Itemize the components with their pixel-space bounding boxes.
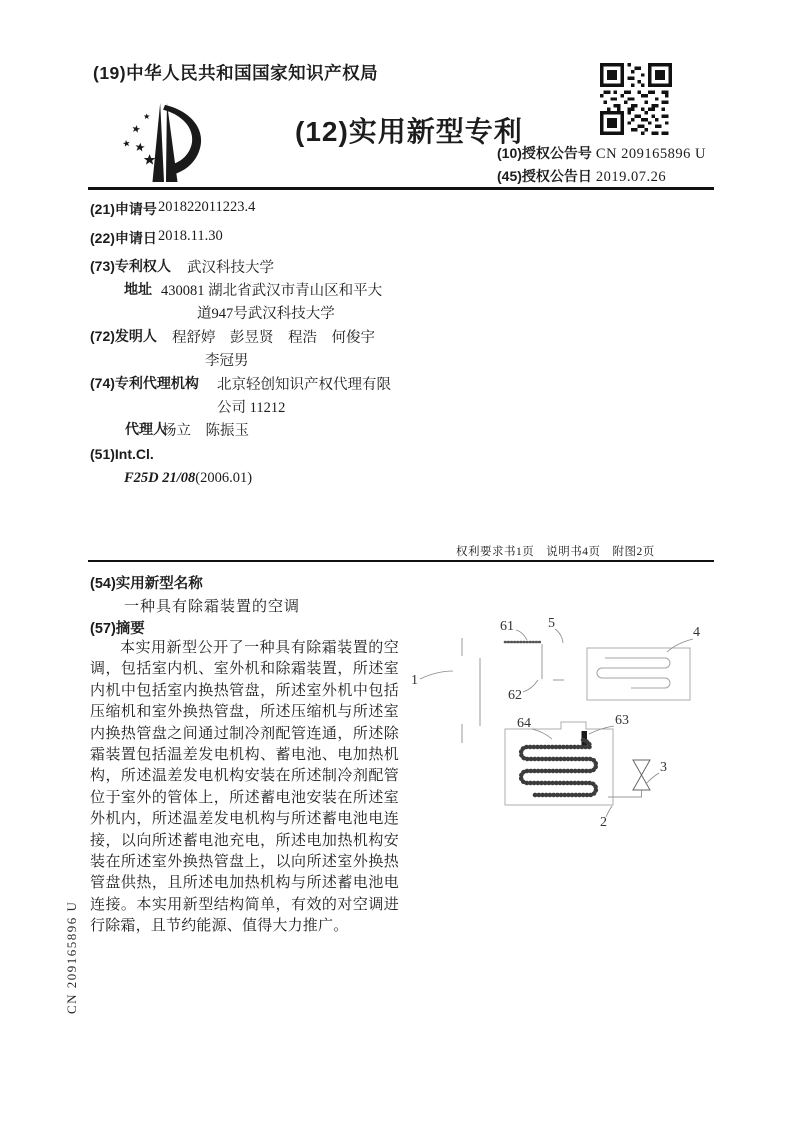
publication-date-value: 2019.07.26 — [595, 169, 667, 185]
cnipa-logo — [112, 96, 218, 190]
patent-office-name: (19)中华人民共和国国家知识产权局 — [93, 63, 379, 83]
agent-row — [125, 419, 249, 439]
agency-line1: 北京轻创知识产权代理有限 — [217, 377, 391, 393]
figure-label-3: 3 — [660, 760, 667, 775]
address-label: 地址 — [124, 281, 152, 297]
section-divider-rule — [88, 560, 714, 562]
figure-label-5: 5 — [548, 616, 555, 631]
patent-figure — [405, 600, 715, 845]
inventors-label: (72)发明人 — [90, 328, 157, 344]
publication-date-row — [497, 166, 666, 186]
figure-label-63: 63 — [615, 713, 629, 728]
figure-label-4: 4 — [693, 625, 700, 640]
abstract-label: (57)摘要 — [90, 621, 145, 637]
inventors-row — [90, 326, 375, 346]
application-number-label: (21)申请号 — [90, 201, 157, 217]
application-date-value: 2018.11.30 — [158, 228, 223, 244]
intcl-year: (2006.01) — [195, 470, 253, 486]
qr-code — [600, 63, 672, 135]
leader-2 — [606, 806, 612, 817]
address-row — [124, 279, 383, 299]
publication-number-row — [497, 143, 706, 163]
agency-label: (74)专利代理机构 — [90, 375, 199, 391]
patentee-value: 武汉科技大学 — [187, 260, 274, 276]
agent-names: 杨立 陈振玉 — [162, 423, 249, 439]
application-date-row — [90, 228, 223, 248]
leader-62 — [523, 680, 538, 692]
agency-line2: 公司 11212 — [217, 400, 286, 416]
figure-label-61: 61 — [500, 619, 514, 634]
outdoor-heater-coil — [521, 740, 596, 795]
document-type-title: (12)实用新型专利 — [295, 116, 523, 147]
inventors-line1: 程舒婷 彭昱贤 程浩 何俊宇 — [172, 330, 375, 346]
leader-61 — [516, 630, 527, 640]
address-line1: 430081 湖北省武汉市青山区和平大 — [161, 283, 383, 299]
valve-triangle-top — [633, 760, 650, 775]
figure-label-64: 64 — [517, 716, 531, 731]
header-divider-rule — [88, 187, 714, 190]
leader-4 — [667, 639, 693, 652]
abstract-text: 本实用新型公开了一种具有除霜装置的空调，包括室内机、室外机和除霜装置，所述室内机中包括室内换热管盘，所述室外机中包括压缩机和室外换热管盘，所述压缩机与所述室内换热管盘之间通过制冷剂配管连通，所述除霜装置包括温差发电机构、蓄电池、电加热机构，所述温差发电机构安装在所述制冷剂配管位于室外的管体上，所述蓄电池安装在所述室外机内，所述温差发电机构与所述蓄电池电连接，以向所述蓄电池充电，所述电加热机构安装在所述室外换热管盘上，以向所述室外换热管盘供热，且所述电加热机构与所述蓄电池电连接。本实用新型结构简单，有效的对空调进行除霜，且节约能源、值得大力推广。 — [90, 640, 399, 935]
intcl-label: (51)Int.Cl. — [90, 446, 154, 462]
patentee-label: (73)专利权人 — [90, 258, 171, 274]
address-line2: 道947号武汉科技大学 — [197, 306, 335, 322]
leader-1 — [420, 671, 453, 679]
invention-title: 一种具有除霜装置的空调 — [124, 599, 301, 615]
intcl-row — [124, 469, 252, 487]
publication-number-label: (10)授权公告号 — [497, 145, 592, 161]
patentee-row — [90, 256, 274, 276]
indoor-coil — [597, 658, 670, 688]
side-publication-number: CN 209165896 U — [64, 900, 79, 1014]
agency-row — [90, 373, 391, 393]
leader-3 — [646, 773, 659, 784]
leader-5 — [555, 629, 563, 643]
application-date-label: (22)申请日 — [90, 230, 157, 246]
inventors-line2: 李冠男 — [205, 353, 249, 369]
intcl-class: F25D 21/08 — [124, 470, 196, 486]
leader-64 — [532, 729, 552, 739]
application-number-row — [90, 199, 256, 219]
publication-number-value: CN 209165896 U — [595, 146, 707, 162]
indoor-coil-box — [587, 648, 690, 700]
figure-label-62: 62 — [508, 688, 522, 703]
pages-info: 权利要求书1页 说明书4页 附图2页 — [456, 546, 655, 558]
title-section-label: (54)实用新型名称 — [90, 576, 203, 592]
leader-63 — [589, 726, 614, 734]
application-number-value: 201822011223.4 — [158, 199, 256, 215]
figure-label-1: 1 — [411, 673, 418, 688]
figure-label-2: 2 — [600, 815, 607, 830]
publication-date-label: (45)授权公告日 — [497, 168, 592, 184]
agent-label: 代理人 — [125, 421, 167, 437]
